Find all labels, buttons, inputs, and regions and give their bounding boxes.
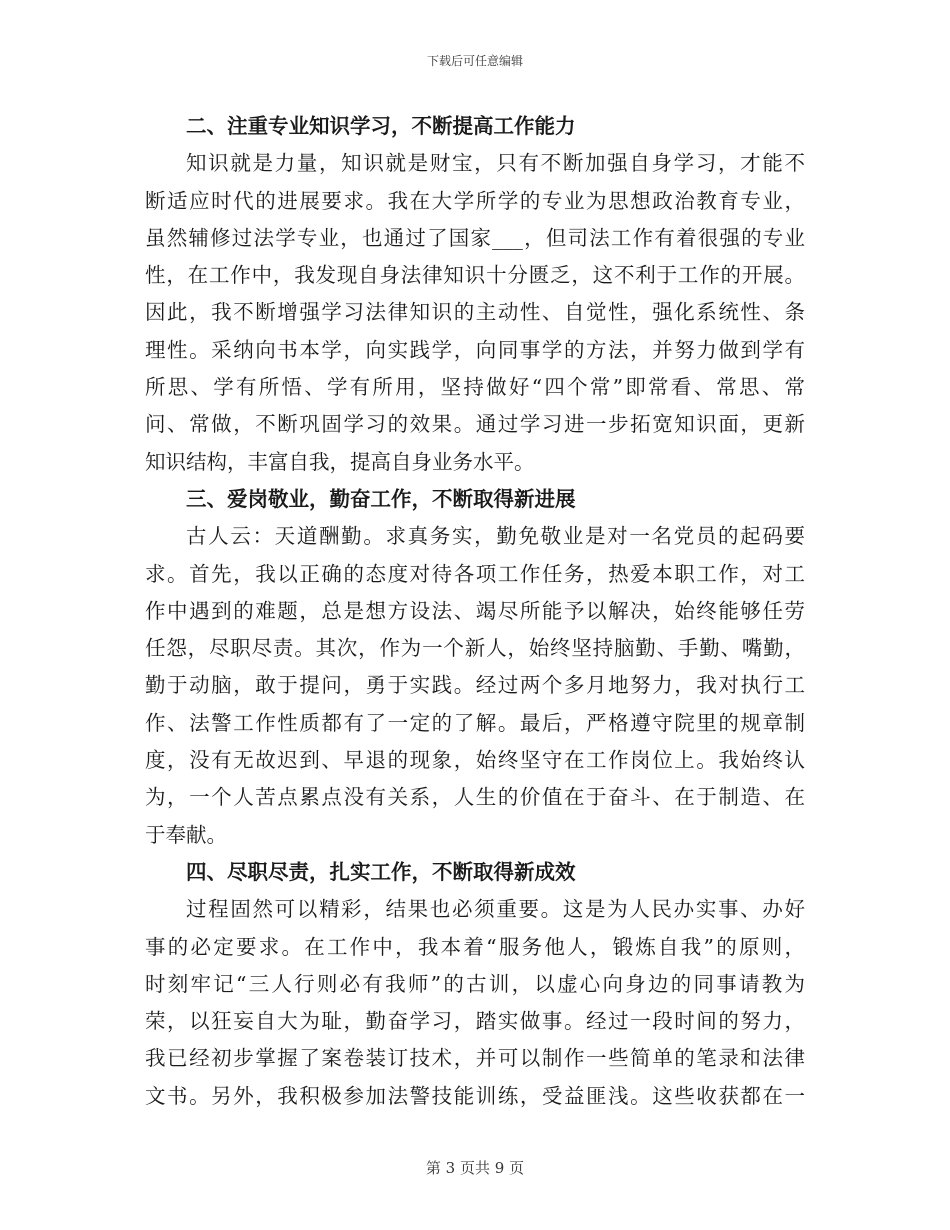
paragraph-line: 过程固然可以精彩，结果也必须重要。这是为人民办实事、办好 [186, 897, 805, 922]
document-body [145, 108, 805, 1115]
paragraph-line: 性，在工作中，我发现自身法律知识十分匮乏，这不利于工作的开展。 [145, 263, 805, 288]
paragraph-line: 文书。另外，我积极参加法警技能训练，受益匪浅。这些收获都在一 [145, 1083, 805, 1108]
paragraph-line: 问、常做，不断巩固学习的效果。通过学习进一步拓宽知识面，更新 [145, 412, 805, 437]
paragraph-line: 事的必定要求。在工作中，我本着“服务他人，锻炼自我”的原则， [145, 934, 805, 959]
paragraph-line: 为，一个人苦点累点没有关系，人生的价值在于奋斗、在于制造、在 [145, 785, 805, 810]
paragraph-line: 荣，以狂妄自大为耻，勤奋学习，踏实做事。经过一段时间的努力， [145, 1009, 805, 1034]
section-heading: 四、尽职尽责，扎实工作，不断取得新成效 [186, 859, 576, 884]
paragraph-line: 度，没有无故迟到、早退的现象，始终坚守在工作岗位上。我始终认 [145, 748, 805, 773]
paragraph-line: 我已经初步掌握了案卷装订技术，并可以制作一些简单的笔录和法律 [145, 1046, 805, 1071]
paragraph-line: 时刻牢记“三人行则必有我师”的古训，以虚心向身边的同事请教为 [145, 971, 805, 996]
section-heading: 三、爱岗敬业，勤奋工作，不断取得新进展 [186, 486, 576, 511]
paragraph-line: 于奉献。 [145, 822, 227, 847]
paragraph-line: 任怨，尽职尽责。其次，作为一个新人，始终坚持脑勤、手勤、嘴勤， [145, 636, 805, 661]
page-header: 下载后可任意编辑 [426, 54, 523, 68]
paragraph-line: 所思、学有所悟、学有所用，坚持做好“四个常”即常看、常思、常 [145, 375, 805, 400]
paragraph-line: 断适应时代的进展要求。我在大学所学的专业为思想政治教育专业， [145, 188, 805, 213]
paragraph-line: 理性。采纳向书本学，向实践学，向同事学的方法，并努力做到学有 [145, 337, 805, 362]
page-number: 第 3 页共 9 页 [425, 1159, 525, 1177]
paragraph-line: 知识结构，丰富自我，提高自身业务水平。 [145, 449, 535, 474]
paragraph-line: 求。首先，我以正确的态度对待各项工作任务，热爱本职工作，对工 [145, 561, 805, 586]
paragraph-line: 知识就是力量，知识就是财宝，只有不断加强自身学习，才能不 [186, 151, 805, 176]
paragraph-line: 虽然辅修过法学专业，也通过了国家___，但司法工作有着很强的专业 [145, 225, 805, 250]
paragraph-line: 作、法警工作性质都有了一定的了解。最后，严格遵守院里的规章制 [145, 710, 805, 735]
paragraph-line: 勤于动脑，敢于提问，勇于实践。经过两个多月地努力，我对执行工 [145, 673, 805, 698]
paragraph-line: 作中遇到的难题，总是想方设法、竭尽所能予以解决，始终能够任劳 [145, 598, 805, 623]
section-heading: 二、注重专业知识学习，不断提高工作能力 [186, 114, 576, 138]
paragraph-line: 因此，我不断增强学习法律知识的主动性、自觉性，强化系统性、条 [145, 300, 805, 325]
paragraph-line: 古人云：天道酬勤。求真务实，勤免敬业是对一名党员的起码要 [186, 524, 805, 549]
